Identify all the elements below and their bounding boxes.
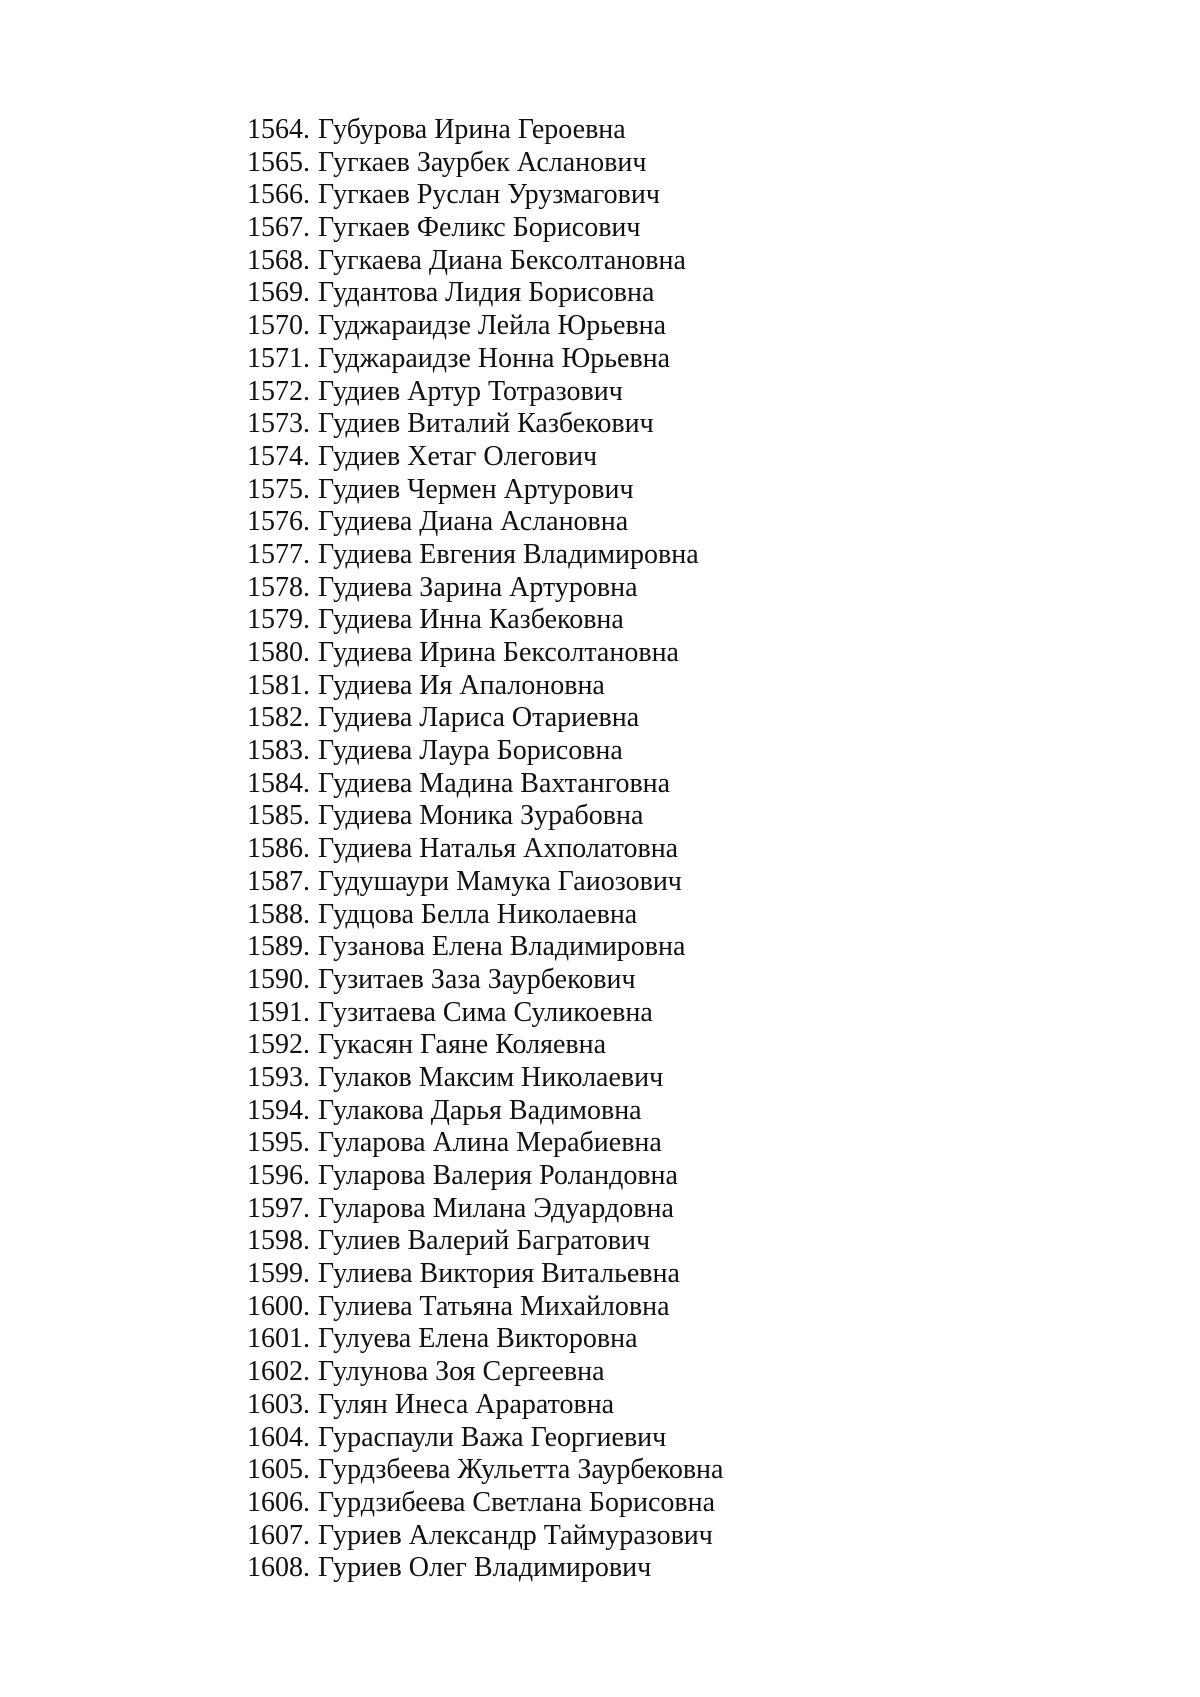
entry-number: 1569. bbox=[247, 277, 310, 309]
list-item bbox=[247, 1095, 723, 1128]
list-item bbox=[247, 997, 723, 1030]
entry-number: 1570. bbox=[247, 310, 310, 342]
entry-name: Гугкаева Диана Бексолтановна bbox=[318, 244, 686, 276]
entry-number: 1591. bbox=[247, 996, 310, 1028]
list-item bbox=[247, 1323, 723, 1356]
entry-name: Губурова Ирина Героевна bbox=[318, 114, 626, 145]
entry-number: 1579. bbox=[247, 604, 310, 636]
entry-name: Гурдзибеева Светлана Борисовна bbox=[318, 1486, 716, 1518]
entry-number: 1608. bbox=[247, 1552, 310, 1584]
entry-name: Гудиева Мадина Вахтанговна bbox=[318, 767, 671, 799]
list-item bbox=[247, 1389, 723, 1422]
entry-number: 1588. bbox=[247, 898, 310, 930]
entry-name: Гуриев Александр Таймуразович bbox=[318, 1519, 713, 1551]
entry-name: Гулиева Татьяна Михайловна bbox=[318, 1290, 670, 1322]
name-list bbox=[247, 114, 723, 1585]
list-item bbox=[247, 768, 723, 801]
entry-number: 1590. bbox=[247, 963, 310, 995]
entry-name: Гуджараидзе Лейла Юрьевна bbox=[318, 310, 667, 342]
entry-number: 1568. bbox=[247, 244, 310, 276]
list-item bbox=[247, 441, 723, 474]
list-item bbox=[247, 1552, 723, 1585]
list-item bbox=[247, 637, 723, 670]
entry-name: Гуларова Милана Эдуардовна bbox=[318, 1192, 674, 1224]
entry-name: Гудиева Ия Апалоновна bbox=[318, 669, 605, 701]
entry-number: 1596. bbox=[247, 1160, 310, 1191]
entry-name: Гудиева Ирина Бексолтановна bbox=[318, 637, 679, 668]
entry-name: Гугкаев Руслан Урузмагович bbox=[318, 179, 660, 211]
entry-name: Гудиева Наталья Ахполатовна bbox=[318, 833, 679, 865]
entry-number: 1567. bbox=[247, 212, 310, 244]
list-item bbox=[247, 1422, 723, 1455]
list-item bbox=[247, 539, 723, 572]
list-item bbox=[247, 1258, 723, 1291]
entry-name: Гугкаев Заурбек Асланович bbox=[318, 146, 647, 178]
entry-number: 1565. bbox=[247, 146, 310, 178]
entry-number: 1577. bbox=[247, 538, 310, 570]
entry-name: Гулунова Зоя Сергеевна bbox=[318, 1356, 605, 1388]
entry-number: 1605. bbox=[247, 1454, 310, 1486]
entry-name: Гулуева Елена Викторовна bbox=[318, 1323, 638, 1355]
entry-name: Гулакова Дарья Вадимовна bbox=[318, 1094, 642, 1126]
list-item bbox=[247, 114, 723, 147]
entry-number: 1587. bbox=[247, 865, 310, 897]
entry-number: 1585. bbox=[247, 800, 310, 832]
list-item bbox=[247, 833, 723, 866]
entry-name: Гудиева Зарина Артуровна bbox=[318, 571, 638, 603]
entry-number: 1581. bbox=[247, 669, 310, 701]
list-item bbox=[247, 343, 723, 376]
entry-name: Гудиева Диана Аслановна bbox=[318, 506, 629, 538]
entry-number: 1600. bbox=[247, 1290, 310, 1322]
entry-name: Гуларова Алина Мерабиевна bbox=[318, 1127, 662, 1159]
entry-name: Гудиев Артур Тотразович bbox=[318, 375, 623, 407]
list-item bbox=[247, 1356, 723, 1389]
entry-number: 1584. bbox=[247, 767, 310, 799]
entry-name: Гугкаев Феликс Борисович bbox=[318, 212, 641, 244]
list-item bbox=[247, 1062, 723, 1095]
entry-name: Гурдзбеева Жульетта Заурбековна bbox=[318, 1454, 724, 1486]
list-item bbox=[247, 1225, 723, 1258]
entry-number: 1606. bbox=[247, 1486, 310, 1518]
entry-name: Гудушаури Мамука Гаиозович bbox=[318, 865, 682, 897]
entry-number: 1566. bbox=[247, 179, 310, 211]
list-item bbox=[247, 1487, 723, 1520]
entry-name: Гуджараидзе Нонна Юрьевна bbox=[318, 342, 671, 374]
entry-number: 1575. bbox=[247, 473, 310, 505]
entry-name: Гудиева Инна Казбековна bbox=[318, 604, 624, 636]
entry-name: Гузитаев Заза Заурбекович bbox=[318, 963, 636, 995]
entry-number: 1595. bbox=[247, 1127, 310, 1159]
list-item bbox=[247, 735, 723, 768]
list-item bbox=[247, 800, 723, 833]
entry-number: 1601. bbox=[247, 1323, 310, 1355]
entry-number: 1574. bbox=[247, 440, 310, 472]
entry-number: 1578. bbox=[247, 571, 310, 603]
entry-name: Гулаков Максим Николаевич bbox=[318, 1061, 664, 1093]
entry-name: Гузанова Елена Владимировна bbox=[318, 931, 686, 963]
list-item bbox=[247, 670, 723, 703]
list-item bbox=[247, 964, 723, 997]
entry-name: Гудиева Лариса Отариевна bbox=[318, 702, 640, 734]
entry-number: 1607. bbox=[247, 1519, 310, 1551]
list-item bbox=[247, 931, 723, 964]
list-item bbox=[247, 866, 723, 899]
entry-name: Гудиева Лаура Борисовна bbox=[318, 735, 623, 767]
entry-name: Гудиева Евгения Владимировна bbox=[318, 538, 699, 570]
list-item bbox=[247, 702, 723, 735]
entry-name: Гураспаули Важа Георгиевич bbox=[318, 1421, 667, 1453]
list-item bbox=[247, 1127, 723, 1160]
list-item bbox=[247, 506, 723, 539]
list-item bbox=[247, 1454, 723, 1487]
entry-name: Гулиева Виктория Витальевна bbox=[318, 1258, 680, 1290]
entry-number: 1604. bbox=[247, 1421, 310, 1453]
entry-number: 1598. bbox=[247, 1225, 310, 1257]
list-item bbox=[247, 245, 723, 278]
list-item bbox=[247, 1029, 723, 1062]
entry-name: Гукасян Гаяне Коляевна bbox=[318, 1029, 607, 1061]
list-item bbox=[247, 310, 723, 343]
list-item bbox=[247, 179, 723, 212]
list-item bbox=[247, 604, 723, 637]
entry-number: 1592. bbox=[247, 1029, 310, 1061]
entry-number: 1599. bbox=[247, 1258, 310, 1290]
entry-name: Гудиев Виталий Казбекович bbox=[318, 408, 654, 440]
list-item bbox=[247, 572, 723, 605]
list-item bbox=[247, 1160, 723, 1193]
entry-number: 1572. bbox=[247, 375, 310, 407]
list-item bbox=[247, 376, 723, 409]
entry-name: Гудантова Лидия Борисовна bbox=[318, 277, 655, 309]
entry-name: Гулян Инеса Араратовна bbox=[318, 1388, 615, 1420]
entry-number: 1602. bbox=[247, 1356, 310, 1388]
entry-number: 1597. bbox=[247, 1192, 310, 1224]
entry-number: 1580. bbox=[247, 637, 310, 668]
entry-name: Гулиев Валерий Багратович bbox=[318, 1225, 651, 1257]
entry-name: Гудиев Чермен Артурович bbox=[318, 473, 634, 505]
entry-name: Гудцова Белла Николаевна bbox=[318, 898, 638, 930]
entry-number: 1603. bbox=[247, 1388, 310, 1420]
entry-number: 1571. bbox=[247, 342, 310, 374]
entry-name: Гузитаева Сима Суликоевна bbox=[318, 996, 653, 1028]
entry-number: 1576. bbox=[247, 506, 310, 538]
list-item bbox=[247, 212, 723, 245]
entry-number: 1593. bbox=[247, 1061, 310, 1093]
list-item bbox=[247, 899, 723, 932]
entry-number: 1564. bbox=[247, 114, 310, 145]
entry-number: 1594. bbox=[247, 1094, 310, 1126]
entry-name: Гудиев Хетаг Олегович bbox=[318, 440, 598, 472]
entry-number: 1583. bbox=[247, 735, 310, 767]
entry-name: Гуриев Олег Владимирович bbox=[318, 1552, 652, 1584]
entry-number: 1573. bbox=[247, 408, 310, 440]
list-item bbox=[247, 1291, 723, 1324]
list-item bbox=[247, 1193, 723, 1226]
entry-number: 1589. bbox=[247, 931, 310, 963]
entry-number: 1586. bbox=[247, 833, 310, 865]
list-item bbox=[247, 147, 723, 180]
list-item bbox=[247, 474, 723, 507]
entry-number: 1582. bbox=[247, 702, 310, 734]
list-item bbox=[247, 1520, 723, 1553]
list-item bbox=[247, 277, 723, 310]
entry-name: Гудиева Моника Зурабовна bbox=[318, 800, 644, 832]
list-item bbox=[247, 408, 723, 441]
entry-name: Гуларова Валерия Роландовна bbox=[318, 1160, 678, 1191]
